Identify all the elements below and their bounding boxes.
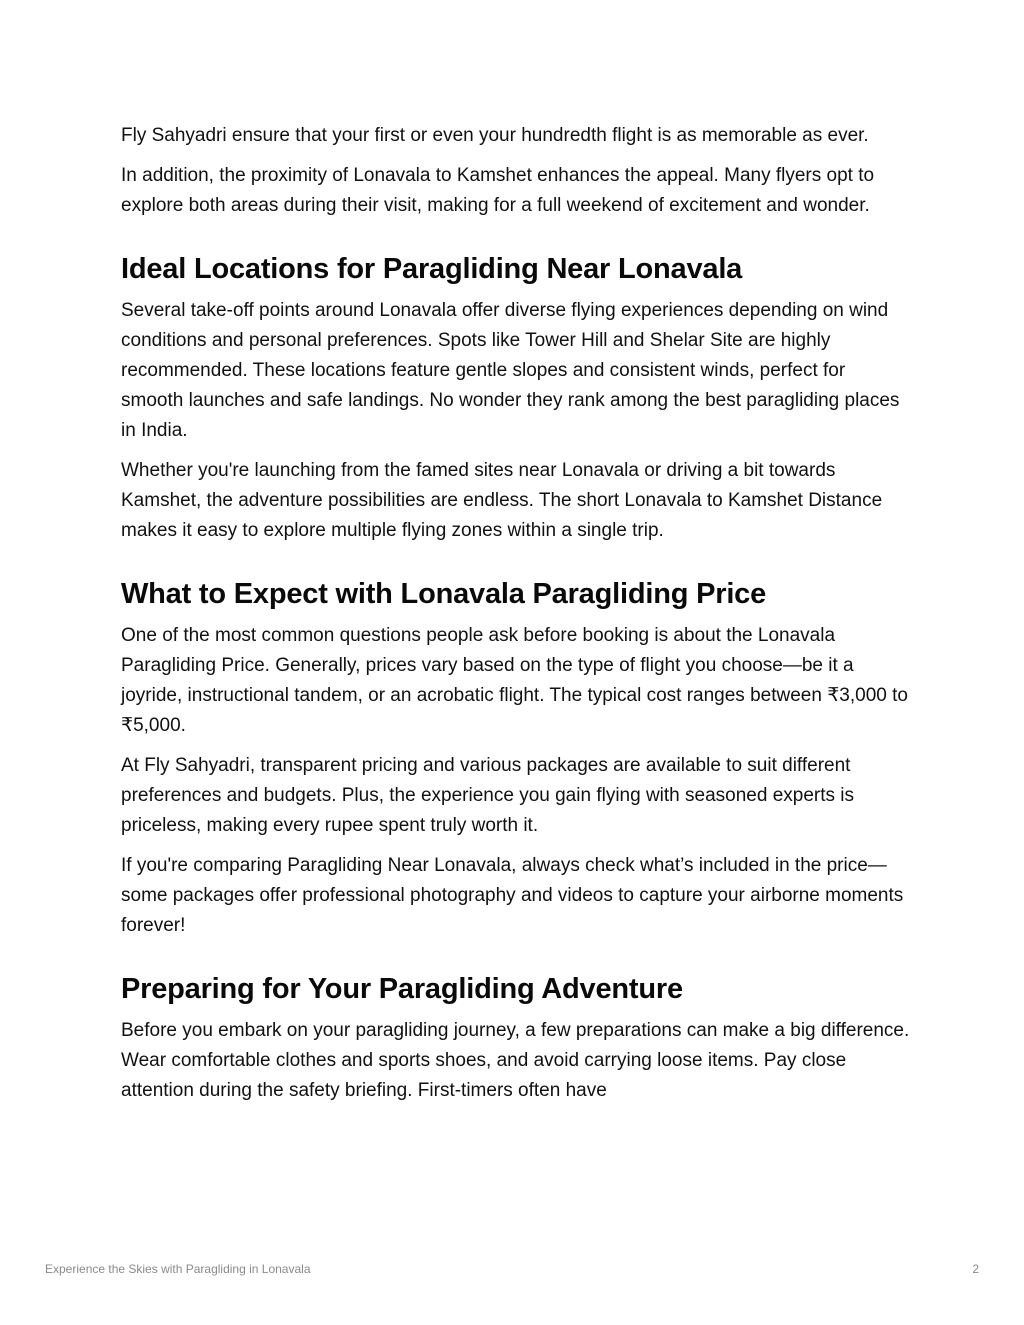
paragraph: One of the most common questions people ask before booking is about the Lonavala Paragliding Price. Generally, prices vary based on the type of flight you choose—be it a joyride, instructional tandem, or an acrobatic flight. The typical cost ranges between ₹3,000 to ₹5,000. <box>121 625 908 736</box>
paragraph: In addition, the proximity of Lonavala to Kamshet enhances the appeal. Many flyers opt to explore both areas during their visit, making for a full weekend of excitement and wonder. <box>121 165 875 216</box>
document-body <box>121 121 911 1116</box>
section-heading: What to Expect with Lonavala Paragliding Price <box>121 578 767 610</box>
paragraph: Before you embark on your paragliding journey, a few preparations can make a big difference. Wear comfortable clothes and sports shoes, and avoid carrying loose items. Pay close attention during the safety briefing. First-timers often have <box>121 1020 910 1101</box>
page-footer <box>45 1262 979 1280</box>
footer-title: Experience the Skies with Paragliding in Lonavala <box>45 1262 311 1276</box>
page-number: 2 <box>972 1262 979 1276</box>
paragraph: If you're comparing Paragliding Near Lonavala, always check what’s included in the price—some packages offer professional photography and videos to capture your airborne moments forever! <box>121 855 904 936</box>
section-heading: Preparing for Your Paragliding Adventure <box>121 973 683 1005</box>
paragraph: Several take-off points around Lonavala offer diverse flying experiences depending on wind conditions and personal preferences. Spots like Tower Hill and Shelar Site are highly recommended. These locations feature gentle slopes and consistent winds, perfect for smooth launches and safe landings. No wonder they rank among the best paragliding places in India. <box>121 300 900 441</box>
paragraph: Fly Sahyadri ensure that your first or even your hundredth flight is as memorable as ever. <box>121 125 869 146</box>
paragraph: Whether you're launching from the famed sites near Lonavala or driving a bit towards Kamshet, the adventure possibilities are endless. The short Lonavala to Kamshet Distance makes it easy to explore multiple flying zones within a single trip. <box>121 460 883 541</box>
paragraph: At Fly Sahyadri, transparent pricing and various packages are available to suit different preferences and budgets. Plus, the experience you gain flying with seasoned experts is priceless, making every rupee spent truly worth it. <box>121 755 855 836</box>
section-heading: Ideal Locations for Paragliding Near Lonavala <box>121 253 743 285</box>
